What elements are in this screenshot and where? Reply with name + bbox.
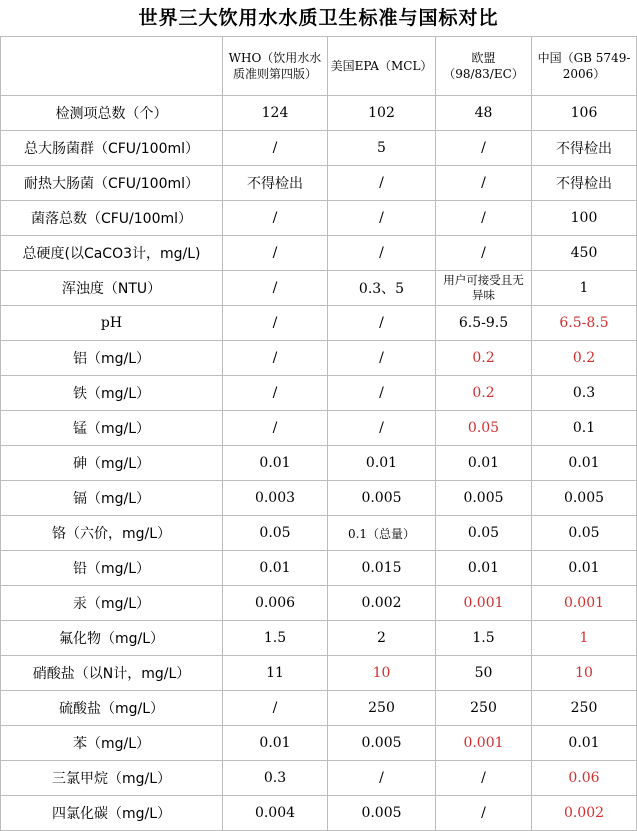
cell-epa-highlighted: 10 (328, 656, 436, 691)
table-row (1, 236, 637, 271)
table-row (1, 726, 637, 761)
cell-china-highlighted: 0.001 (532, 586, 637, 621)
row-label: 总大肠菌群（CFU/100ml） (1, 131, 223, 166)
cell-eu: 0.05 (436, 516, 532, 551)
row-label: 四氯化碳（mg/L） (1, 796, 223, 831)
cell-china: 0.3 (532, 376, 637, 411)
cell-eu: 48 (436, 96, 532, 131)
cell-china: 不得检出 (532, 166, 637, 201)
cell-who: 0.3 (223, 761, 328, 796)
row-label: 铅（mg/L） (1, 551, 223, 586)
cell-epa: 0.005 (328, 481, 436, 516)
table-row (1, 656, 637, 691)
standards-comparison-table (0, 36, 637, 831)
table-row (1, 96, 637, 131)
cell-epa: / (328, 376, 436, 411)
cell-china-highlighted: 6.5-8.5 (532, 306, 637, 341)
cell-china: 250 (532, 691, 637, 726)
cell-epa: / (328, 306, 436, 341)
cell-china: 1 (532, 271, 637, 306)
cell-who: / (223, 271, 328, 306)
cell-eu: / (436, 166, 532, 201)
row-label: 硝酸盐（以N计，mg/L） (1, 656, 223, 691)
table-row (1, 131, 637, 166)
cell-epa: 250 (328, 691, 436, 726)
table-header-row (1, 37, 637, 96)
cell-china-highlighted: 0.06 (532, 761, 637, 796)
header-cell-epa: 美国EPA（MCL） (328, 37, 436, 96)
cell-eu-highlighted: 0.2 (436, 341, 532, 376)
row-label: 铝（mg/L） (1, 341, 223, 376)
cell-eu: 50 (436, 656, 532, 691)
cell-china: 0.01 (532, 726, 637, 761)
table-row (1, 166, 637, 201)
cell-epa: 2 (328, 621, 436, 656)
table-row (1, 586, 637, 621)
cell-epa: / (328, 761, 436, 796)
row-label: 砷（mg/L） (1, 446, 223, 481)
cell-china: 0.1 (532, 411, 637, 446)
cell-epa: 0.3、5 (328, 271, 436, 306)
cell-who: / (223, 306, 328, 341)
cell-epa: 0.1（总量） (328, 516, 436, 551)
cell-eu: 250 (436, 691, 532, 726)
row-label: 硫酸盐（mg/L） (1, 691, 223, 726)
table-row (1, 551, 637, 586)
table-row (1, 201, 637, 236)
table-row (1, 341, 637, 376)
cell-who: 0.01 (223, 551, 328, 586)
cell-who: / (223, 131, 328, 166)
table-row (1, 516, 637, 551)
cell-china-highlighted: 10 (532, 656, 637, 691)
cell-eu: 6.5-9.5 (436, 306, 532, 341)
table-row (1, 621, 637, 656)
header-cell-eu: 欧盟（98/83/EC） (436, 37, 532, 96)
cell-china: 450 (532, 236, 637, 271)
table-row (1, 411, 637, 446)
cell-who: / (223, 411, 328, 446)
cell-epa: / (328, 201, 436, 236)
cell-eu: 0.01 (436, 551, 532, 586)
row-label: 浑浊度（NTU） (1, 271, 223, 306)
row-label: 铬（六价，mg/L） (1, 516, 223, 551)
cell-china: 0.01 (532, 446, 637, 481)
cell-eu-highlighted: 0.001 (436, 586, 532, 621)
cell-eu: 1.5 (436, 621, 532, 656)
cell-who: 0.004 (223, 796, 328, 831)
table-row (1, 271, 637, 306)
row-label: 菌落总数（CFU/100ml） (1, 201, 223, 236)
cell-who: 0.01 (223, 446, 328, 481)
cell-who: / (223, 201, 328, 236)
table-row (1, 481, 637, 516)
cell-who: 124 (223, 96, 328, 131)
cell-who: 不得检出 (223, 166, 328, 201)
cell-epa: 0.01 (328, 446, 436, 481)
cell-who: / (223, 376, 328, 411)
cell-eu-highlighted: 0.001 (436, 726, 532, 761)
table-row (1, 691, 637, 726)
cell-china-highlighted: 1 (532, 621, 637, 656)
cell-eu: / (436, 761, 532, 796)
cell-who: 1.5 (223, 621, 328, 656)
page-title: 世界三大饮用水水质卫生标准与国标对比 (138, 7, 499, 29)
cell-china: 106 (532, 96, 637, 131)
cell-who: / (223, 236, 328, 271)
cell-epa: 0.002 (328, 586, 436, 621)
table-row (1, 376, 637, 411)
cell-epa: / (328, 166, 436, 201)
cell-china: 0.01 (532, 551, 637, 586)
cell-eu: / (436, 201, 532, 236)
header-cell-blank (1, 37, 223, 96)
row-label: 铁（mg/L） (1, 376, 223, 411)
cell-eu: 用户可接受且无异味 (436, 271, 532, 306)
cell-who: 0.003 (223, 481, 328, 516)
table-row (1, 796, 637, 831)
cell-china: 0.005 (532, 481, 637, 516)
cell-china: 不得检出 (532, 131, 637, 166)
header-cell-who: WHO（饮用水水质准则第四版） (223, 37, 328, 96)
cell-china: 100 (532, 201, 637, 236)
cell-epa: 102 (328, 96, 436, 131)
cell-eu: 0.005 (436, 481, 532, 516)
row-label: pH (1, 306, 223, 341)
cell-epa: 0.005 (328, 796, 436, 831)
cell-who: 0.006 (223, 586, 328, 621)
row-label: 锰（mg/L） (1, 411, 223, 446)
cell-eu: / (436, 236, 532, 271)
cell-china-highlighted: 0.2 (532, 341, 637, 376)
cell-china: 0.05 (532, 516, 637, 551)
table-row (1, 446, 637, 481)
table-row (1, 761, 637, 796)
cell-epa: / (328, 411, 436, 446)
row-label: 三氯甲烷（mg/L） (1, 761, 223, 796)
cell-who: 0.01 (223, 726, 328, 761)
cell-eu-highlighted: 0.05 (436, 411, 532, 446)
row-label: 总硬度(以CaCO3计，mg/L) (1, 236, 223, 271)
row-label: 苯（mg/L） (1, 726, 223, 761)
cell-epa: / (328, 236, 436, 271)
cell-eu: / (436, 796, 532, 831)
cell-epa: 0.005 (328, 726, 436, 761)
row-label: 氟化物（mg/L） (1, 621, 223, 656)
cell-who: 11 (223, 656, 328, 691)
row-label: 检测项总数（个） (1, 96, 223, 131)
cell-epa: / (328, 341, 436, 376)
cell-who: / (223, 691, 328, 726)
cell-who: 0.05 (223, 516, 328, 551)
cell-who: / (223, 341, 328, 376)
cell-eu: / (436, 131, 532, 166)
row-label: 汞（mg/L） (1, 586, 223, 621)
row-label: 镉（mg/L） (1, 481, 223, 516)
cell-epa: 0.015 (328, 551, 436, 586)
cell-china-highlighted: 0.002 (532, 796, 637, 831)
table-row (1, 306, 637, 341)
cell-eu-highlighted: 0.2 (436, 376, 532, 411)
header-cell-china: 中国（GB 5749-2006） (532, 37, 637, 96)
row-label: 耐热大肠菌（CFU/100ml） (1, 166, 223, 201)
cell-epa: 5 (328, 131, 436, 166)
cell-eu: 0.01 (436, 446, 532, 481)
